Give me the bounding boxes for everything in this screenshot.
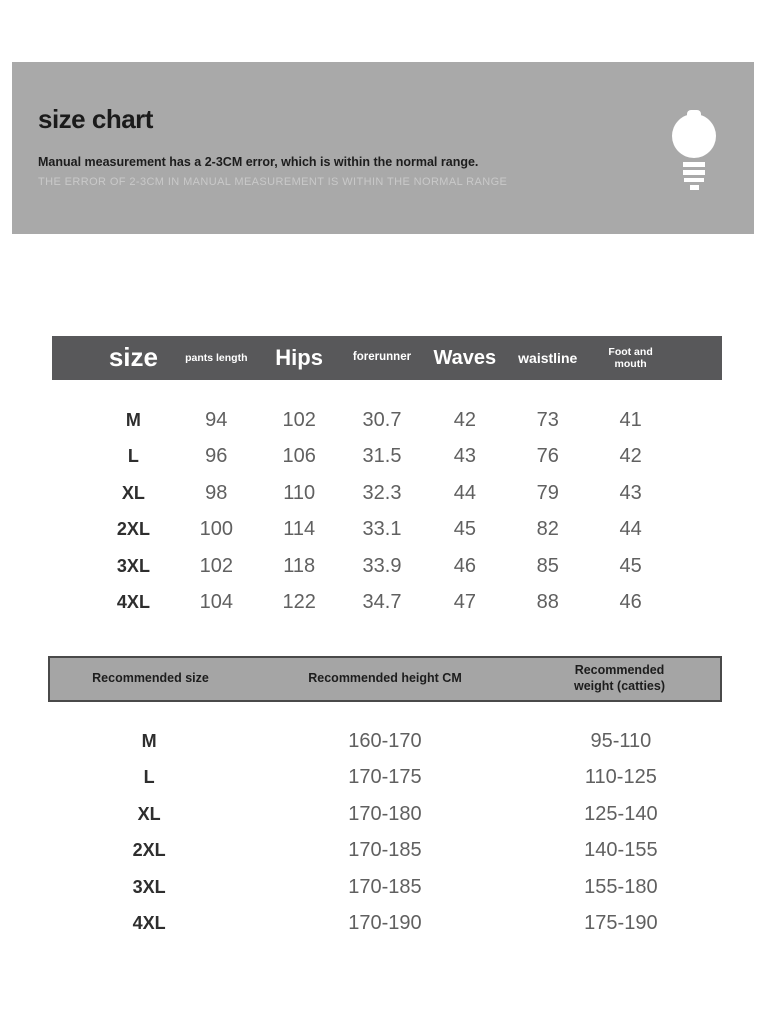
lightbulb-globe <box>672 114 716 158</box>
size-cell: L <box>127 446 139 467</box>
size-cell: 2XL <box>116 519 150 540</box>
value-cell: 32.3 <box>362 481 402 504</box>
column-header-recommended-weight <box>519 663 720 694</box>
value-cell: 114 <box>283 518 316 541</box>
table-row <box>52 402 722 439</box>
table-row <box>52 475 722 512</box>
weight-cell: 175-190 <box>584 912 658 935</box>
value-cell: 41 <box>619 408 642 431</box>
size-table <box>52 336 722 621</box>
value-cell: 94 <box>205 408 228 431</box>
value-cell: 46 <box>453 554 476 577</box>
column-header-waistline: waistline <box>518 349 578 366</box>
table-row <box>52 548 722 585</box>
size-cell: 2XL <box>132 840 166 861</box>
column-header-recommended-weight-label: Recommended weight (catties) <box>574 663 665 693</box>
value-cell: 45 <box>453 518 476 541</box>
lightbulb-stripe <box>683 170 705 175</box>
weight-cell: 125-140 <box>584 802 658 825</box>
size-cell: M <box>125 409 141 430</box>
lightbulb-stripe <box>684 178 704 182</box>
size-cell: 3XL <box>132 876 166 897</box>
value-cell: 98 <box>205 481 228 504</box>
banner-subtitle: Manual measurement has a 2-3CM error, which is within the normal range. <box>38 155 479 169</box>
column-header-foot-and-mouth-label: Foot and mouth <box>608 345 653 370</box>
table-row <box>48 833 722 870</box>
column-header-forerunner: forerunner <box>352 351 412 364</box>
column-header-foot-and-mouth <box>589 346 672 370</box>
value-cell: 45 <box>619 554 642 577</box>
value-cell: 33.1 <box>362 518 402 541</box>
size-cell: 3XL <box>116 555 150 576</box>
recommend-table-header <box>48 656 722 702</box>
column-header-recommended-height: Recommended height CM <box>308 671 462 686</box>
value-cell: 96 <box>205 445 228 468</box>
column-header-hips: Hips <box>275 345 323 371</box>
value-cell: 30.7 <box>362 408 402 431</box>
table-row <box>52 439 722 476</box>
height-cell: 170-185 <box>348 875 422 898</box>
page-title: size chart <box>38 104 153 134</box>
value-cell: 34.7 <box>362 591 402 614</box>
weight-cell: 95-110 <box>590 729 652 752</box>
size-table-body <box>52 380 722 621</box>
column-header-pants-length: pants length <box>185 351 248 364</box>
lightbulb-icon <box>671 110 717 192</box>
value-cell: 85 <box>536 554 559 577</box>
value-cell: 31.5 <box>362 445 402 468</box>
size-cell: L <box>143 767 155 788</box>
height-cell: 160-170 <box>348 729 422 752</box>
weight-cell: 140-155 <box>584 839 658 862</box>
value-cell: 104 <box>199 591 233 614</box>
value-cell: 42 <box>453 408 476 431</box>
value-cell: 102 <box>282 408 316 431</box>
column-header-size: size <box>108 342 158 373</box>
value-cell: 43 <box>453 445 476 468</box>
value-cell: 106 <box>282 445 316 468</box>
size-cell: M <box>141 730 157 751</box>
banner <box>12 62 754 234</box>
column-header-waves: Waves <box>433 346 497 369</box>
height-cell: 170-175 <box>348 766 422 789</box>
value-cell: 44 <box>619 518 642 541</box>
value-cell: 43 <box>619 481 642 504</box>
size-cell: XL <box>121 482 145 503</box>
value-cell: 122 <box>282 591 316 614</box>
value-cell: 118 <box>283 554 316 577</box>
table-row <box>52 585 722 622</box>
value-cell: 44 <box>453 481 476 504</box>
weight-cell: 110-125 <box>584 766 657 789</box>
value-cell: 102 <box>199 554 233 577</box>
value-cell: 88 <box>536 591 559 614</box>
value-cell: 46 <box>619 591 642 614</box>
table-row <box>52 512 722 549</box>
size-cell: 4XL <box>132 913 166 934</box>
value-cell: 47 <box>453 591 476 614</box>
size-table-header <box>52 336 722 380</box>
table-row <box>48 906 722 943</box>
table-row <box>48 869 722 906</box>
value-cell: 110 <box>283 481 316 504</box>
weight-cell: 155-180 <box>584 875 658 898</box>
value-cell: 73 <box>536 408 559 431</box>
table-row <box>48 723 722 760</box>
lightbulb-tip <box>690 185 699 190</box>
value-cell: 33.9 <box>362 554 402 577</box>
size-cell: XL <box>137 803 161 824</box>
value-cell: 42 <box>619 445 642 468</box>
value-cell: 76 <box>536 445 559 468</box>
size-cell: 4XL <box>116 592 150 613</box>
height-cell: 170-185 <box>348 839 422 862</box>
column-header-recommended-size: Recommended size <box>92 671 209 686</box>
value-cell: 79 <box>536 481 559 504</box>
recommend-table <box>48 656 722 942</box>
value-cell: 82 <box>536 518 559 541</box>
recommend-table-body <box>48 702 722 942</box>
height-cell: 170-180 <box>348 802 422 825</box>
table-row <box>48 796 722 833</box>
banner-subtitle-caps: THE ERROR OF 2-3CM IN MANUAL MEASUREMENT IS WITHIN THE NORMAL RANGE <box>38 176 508 188</box>
value-cell: 100 <box>199 518 233 541</box>
table-row <box>48 760 722 797</box>
height-cell: 170-190 <box>348 912 422 935</box>
lightbulb-stripe <box>683 162 705 167</box>
